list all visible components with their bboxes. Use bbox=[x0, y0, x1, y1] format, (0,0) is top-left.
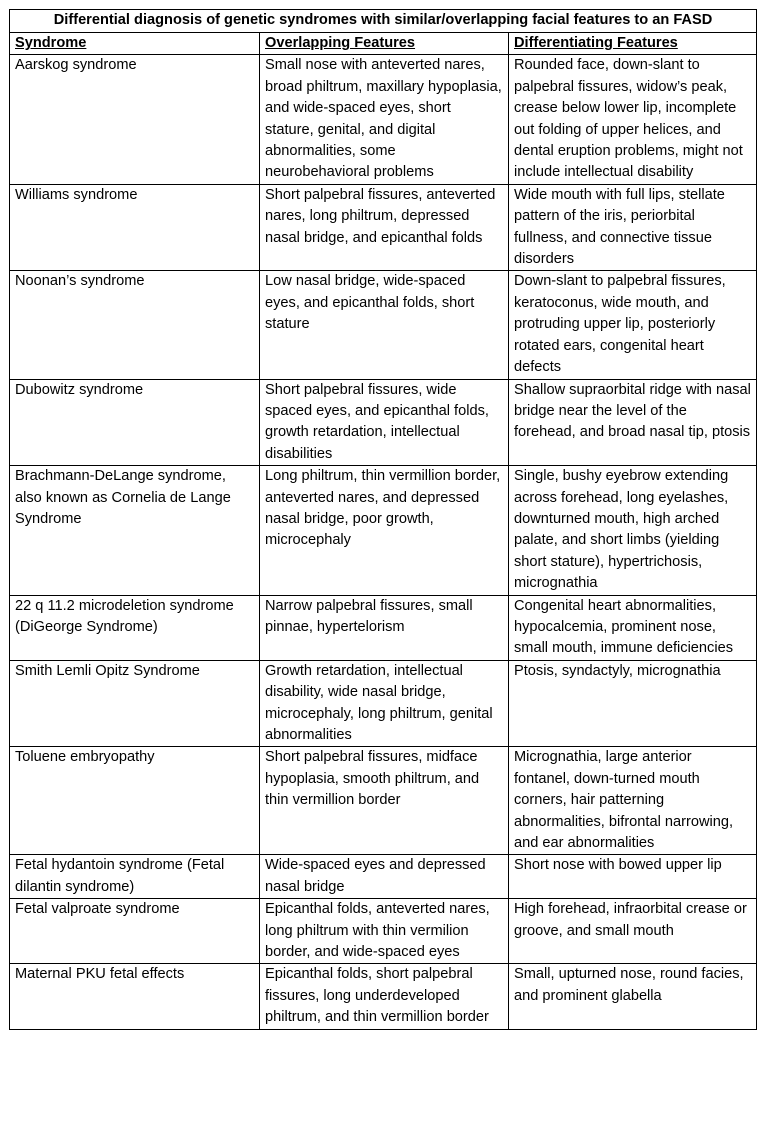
overlapping-cell: Epicanthal folds, short palpebral fissures, long underdeveloped philtrum, and thin vermillion border bbox=[260, 964, 509, 1029]
differential-diagnosis-table bbox=[9, 9, 757, 1030]
syndrome-cell: Brachmann-DeLange syndrome, also known as Cornelia de Lange Syndrome bbox=[10, 466, 260, 595]
syndrome-cell: Aarskog syndrome bbox=[10, 55, 260, 184]
overlapping-cell: Low nasal bridge, wide-spaced eyes, and epicanthal folds, short stature bbox=[260, 271, 509, 379]
syndrome-cell: 22 q 11.2 microdeletion syndrome (DiGeorge Syndrome) bbox=[10, 595, 260, 660]
table-row bbox=[10, 271, 757, 379]
differentiating-cell: Shallow supraorbital ridge with nasal bridge near the level of the forehead, and broad nasal tip, ptosis bbox=[509, 379, 757, 466]
header-differentiating-features: Differentiating Features bbox=[509, 33, 757, 55]
differentiating-cell: Down-slant to palpebral fissures, keratoconus, wide mouth, and protruding upper lip, posteriorly rotated ears, congenital heart defects bbox=[509, 271, 757, 379]
overlapping-cell: Growth retardation, intellectual disability, wide nasal bridge, microcephaly, long philtrum, genital abnormalities bbox=[260, 660, 509, 747]
differentiating-cell: Rounded face, down-slant to palpebral fissures, widow’s peak, crease below lower lip, incomplete out folding of upper helices, and dental eruption problems, might not include intellectual disability bbox=[509, 55, 757, 184]
header-row bbox=[10, 33, 757, 55]
syndrome-cell: Fetal valproate syndrome bbox=[10, 899, 260, 964]
syndrome-cell: Smith Lemli Opitz Syndrome bbox=[10, 660, 260, 747]
syndrome-cell: Williams syndrome bbox=[10, 184, 260, 271]
syndrome-cell: Maternal PKU fetal effects bbox=[10, 964, 260, 1029]
differentiating-cell: High forehead, infraorbital crease or groove, and small mouth bbox=[509, 899, 757, 964]
syndrome-cell: Fetal hydantoin syndrome (Fetal dilantin syndrome) bbox=[10, 855, 260, 899]
table-row bbox=[10, 747, 757, 855]
table-row bbox=[10, 964, 757, 1029]
header-overlapping-features: Overlapping Features bbox=[260, 33, 509, 55]
table-row bbox=[10, 55, 757, 184]
differentiating-cell: Short nose with bowed upper lip bbox=[509, 855, 757, 899]
overlapping-cell: Short palpebral fissures, midface hypoplasia, smooth philtrum, and thin vermillion border bbox=[260, 747, 509, 855]
table-title: Differential diagnosis of genetic syndromes with similar/overlapping facial features to an FASD bbox=[10, 10, 757, 33]
overlapping-cell: Short palpebral fissures, anteverted nares, long philtrum, depressed nasal bridge, and epicanthal folds bbox=[260, 184, 509, 271]
header-syndrome: Syndrome bbox=[10, 33, 260, 55]
overlapping-cell: Small nose with anteverted nares, broad philtrum, maxillary hypoplasia, and wide-spaced eyes, short stature, genital, and digital abnormalities, some neurobehavioral problems bbox=[260, 55, 509, 184]
table-row bbox=[10, 899, 757, 964]
differentiating-cell: Ptosis, syndactyly, micrognathia bbox=[509, 660, 757, 747]
table-row bbox=[10, 184, 757, 271]
table-row bbox=[10, 379, 757, 466]
syndrome-cell: Noonan’s syndrome bbox=[10, 271, 260, 379]
differentiating-cell: Single, bushy eyebrow extending across forehead, long eyelashes, downturned mouth, high arched palate, and short limbs (yielding short stature), hypertrichosis, micrognathia bbox=[509, 466, 757, 595]
overlapping-cell: Epicanthal folds, anteverted nares, long philtrum with thin vermilion border, and wide-spaced eyes bbox=[260, 899, 509, 964]
overlapping-cell: Short palpebral fissures, wide spaced eyes, and epicanthal folds, growth retardation, intellectual disabilities bbox=[260, 379, 509, 466]
table-row bbox=[10, 660, 757, 747]
syndrome-cell: Dubowitz syndrome bbox=[10, 379, 260, 466]
table-row bbox=[10, 855, 757, 899]
table-row bbox=[10, 595, 757, 660]
differentiating-cell: Small, upturned nose, round facies, and prominent glabella bbox=[509, 964, 757, 1029]
differentiating-cell: Wide mouth with full lips, stellate pattern of the iris, periorbital fullness, and connective tissue disorders bbox=[509, 184, 757, 271]
syndrome-cell: Toluene embryopathy bbox=[10, 747, 260, 855]
overlapping-cell: Narrow palpebral fissures, small pinnae, hypertelorism bbox=[260, 595, 509, 660]
title-row bbox=[10, 10, 757, 33]
table-row bbox=[10, 466, 757, 595]
differentiating-cell: Micrognathia, large anterior fontanel, down-turned mouth corners, hair patterning abnormalities, bifrontal narrowing, and ear abnormalities bbox=[509, 747, 757, 855]
differentiating-cell: Congenital heart abnormalities, hypocalcemia, prominent nose, small mouth, immune deficiencies bbox=[509, 595, 757, 660]
overlapping-cell: Long philtrum, thin vermillion border, anteverted nares, and depressed nasal bridge, poor growth, microcephaly bbox=[260, 466, 509, 595]
overlapping-cell: Wide-spaced eyes and depressed nasal bridge bbox=[260, 855, 509, 899]
